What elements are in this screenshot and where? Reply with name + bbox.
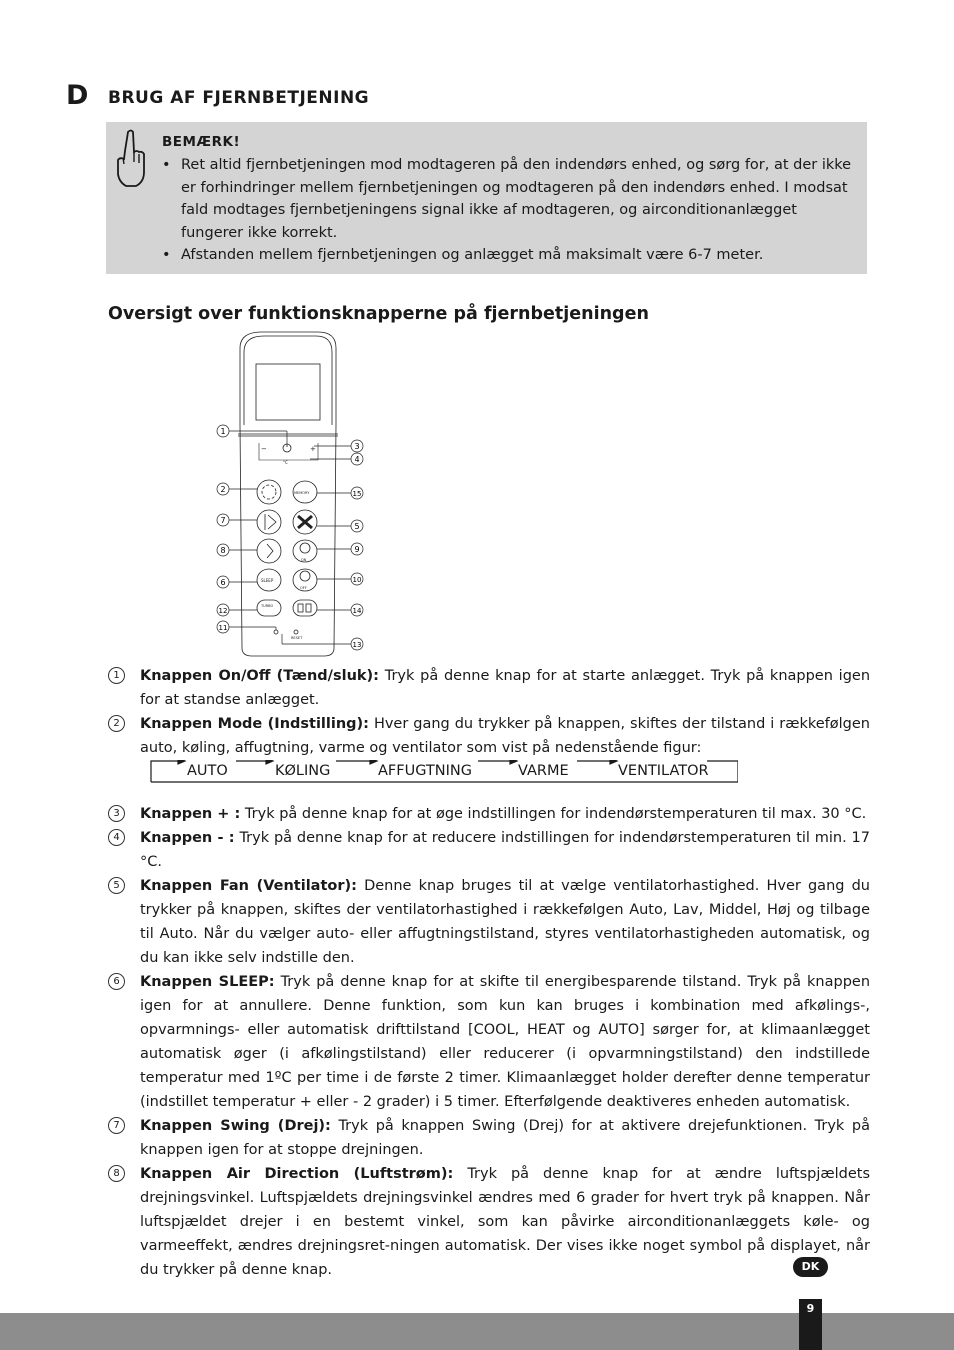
language-badge: DK — [793, 1257, 828, 1277]
air-direction-button[interactable] — [257, 539, 281, 563]
svg-text:12: 12 — [218, 607, 228, 615]
clock-button[interactable] — [274, 630, 278, 634]
callout-7 — [217, 514, 229, 526]
note-title: BEMÆRK! — [162, 134, 241, 150]
callout-14 — [351, 604, 363, 616]
item-number: 5 — [108, 877, 125, 894]
svg-text:1: 1 — [220, 427, 226, 436]
svg-text:10: 10 — [352, 576, 362, 584]
item-label: Knappen - : — [140, 830, 235, 846]
svg-text:3: 3 — [354, 442, 360, 451]
note-bullet: • Ret altid fjernbetjeningen mod modtageren på den indendørs enhed, og sørg for, at der ikke er forhindringer mellem fjernbetjeningen og modtageren på den indendørs enhed. I modsat fald modtages fjernbetjeningens signal ikke af modtageren, og airconditionanlægget fungerer ikke korrekt. — [162, 154, 858, 244]
instruction-item — [108, 874, 870, 970]
item-text: Tryk på denne knap for at øge indstillingen for indendørstemperaturen til max. 30 °C. — [244, 806, 867, 822]
item-label: Knappen Swing (Drej): — [140, 1118, 331, 1134]
callout-12 — [217, 604, 229, 616]
remote-control-diagram — [210, 330, 380, 660]
callout-4 — [351, 453, 363, 465]
item-number: 7 — [108, 1117, 125, 1134]
item-label: Knappen Mode (Indstilling): — [140, 716, 369, 732]
item-number: 2 — [108, 715, 125, 732]
callout-13 — [351, 638, 363, 650]
item-number: 4 — [108, 829, 125, 846]
callout-8 — [217, 544, 229, 556]
instruction-item — [108, 1162, 870, 1282]
pointing-hand-icon — [114, 128, 146, 188]
svg-text:11: 11 — [218, 624, 228, 632]
instruction-item — [108, 970, 870, 1114]
svg-text:2: 2 — [220, 485, 226, 494]
reset-label: RESET — [291, 636, 303, 640]
mode-flow-diagram — [148, 760, 738, 790]
callout-11 — [217, 621, 229, 633]
svg-text:7: 7 — [220, 516, 226, 525]
item-number: 1 — [108, 667, 125, 684]
item-text: Denne knap bruges til at vælge ventilatorhastighed. Hver gang du trykker på knappen, skiftes der ventilatorhastighed i rækkefølgen Auto, Lav, Middel, Høj og tilbage til Auto. Når du vælger auto- eller affugtningstilstand, styres ventilatorhastigheden automatisk, og du kan ikke selv indstille den. — [140, 878, 870, 966]
turbo-label: TURBO — [261, 604, 274, 608]
svg-text:6: 6 — [220, 578, 226, 587]
instruction-item — [108, 712, 870, 760]
display-toggle-button[interactable] — [293, 600, 317, 616]
svg-text:14: 14 — [352, 607, 362, 615]
flow-step: VARME — [518, 763, 569, 779]
note-bullet: • Afstanden mellem fjernbetjeningen og anlægget må maksimalt være 6-7 meter. — [162, 244, 858, 267]
callout-1 — [217, 425, 229, 437]
memory-label: MEMORY — [294, 491, 310, 495]
item-number: 8 — [108, 1165, 125, 1182]
remote-display — [256, 364, 320, 420]
item-number: 3 — [108, 805, 125, 822]
callout-3 — [351, 440, 363, 452]
remote-body — [240, 332, 336, 656]
item-text: Hver gang du trykker på knappen, skiftes der tilstand i rækkefølgen auto, køling, affugtning, varme og ventilator som vist på nedenstående figur: — [140, 716, 870, 756]
item-label: Knappen Fan (Ventilator): — [140, 878, 357, 894]
plus-label: + — [310, 445, 316, 453]
item-text: Tryk på denne knap for at reducere indstillingen for indendørstemperaturen til min. 17 °C. — [140, 830, 870, 870]
off-label: OFF — [300, 586, 307, 590]
section-title: BRUG AF FJERNBETJENING — [108, 88, 370, 108]
callout-10 — [351, 573, 363, 585]
callout-15 — [351, 487, 363, 499]
sleep-label: SLEEP — [261, 578, 274, 583]
item-label: Knappen SLEEP: — [140, 974, 275, 990]
note-box — [106, 122, 867, 274]
instruction-item — [108, 1114, 870, 1162]
instruction-item — [108, 826, 870, 874]
reset-button[interactable] — [294, 630, 298, 634]
note-list — [162, 154, 858, 267]
item-label: Knappen On/Off (Tænd/sluk): — [140, 668, 379, 684]
callout-9 — [351, 543, 363, 555]
celsius-label: °C — [283, 460, 288, 465]
callout-6 — [217, 576, 229, 588]
minus-label: − — [261, 445, 267, 453]
item-text: Tryk på denne knap for at ændre luftspjældets drejningsvinkel. Luftspjældets drejningsvinkel ændres med 6 grader for hvert tryk på knappen. Når luftspjældet drejer i en bestemt vinkel, som kan påvirke airconditionanlæggets køle- og varmeeffekt, ændres drejningsret-ningen automatisk. Der vises ikke noget symbol på displayet, når du trykker på denne knap. — [140, 1166, 870, 1278]
mode-button[interactable] — [257, 480, 281, 504]
svg-text:15: 15 — [352, 490, 362, 498]
instruction-item — [108, 802, 870, 826]
overview-heading: Oversigt over funktionsknapperne på fjernbetjeningen — [108, 304, 649, 324]
page-number: 9 — [799, 1299, 822, 1350]
item-text: Tryk på denne knap for at skifte til energibesparende tilstand. Tryk på knappen igen for at annullere. Denne funktion, som kun kan bruges i kombination med afkølings-, opvarmnings- eller automatisk drifttilstand [COOL, HEAT og AUTO] sørger for, at klimaanlægget automatisk øger (i afkølingstilstand) eller reducerer (i opvarmningstilstand) den indstillede temperatur med 1ºC per time i de første 2 timer. Klimaanlægget holder derefter denne temperatur (indstillet temperatur + eller - 2 grader) i 5 timer. Efterfølgende deaktiveres enheden automatisk. — [140, 974, 871, 1110]
svg-text:13: 13 — [352, 641, 362, 649]
item-number: 6 — [108, 973, 125, 990]
swing-button[interactable] — [257, 510, 281, 534]
flow-step: KØLING — [275, 763, 331, 779]
svg-text:5: 5 — [354, 522, 360, 531]
callout-2 — [217, 483, 229, 495]
flow-step: VENTILATOR — [618, 763, 709, 779]
svg-text:9: 9 — [354, 545, 360, 554]
svg-text:8: 8 — [220, 546, 226, 555]
item-label: Knappen + : — [140, 806, 241, 822]
on-label: ON — [301, 558, 307, 562]
item-text: Tryk på denne knap for at starte anlægget. Tryk på knappen igen for at standse anlægget. — [140, 668, 871, 708]
item-text: Tryk på knappen Swing (Drej) for at aktivere drejefunktionen. Tryk på knappen igen for at stoppe drejningen. — [140, 1118, 870, 1158]
callout-5 — [351, 520, 363, 532]
instructions — [108, 664, 870, 1282]
flow-step: AFFUGTNING — [378, 763, 472, 779]
svg-text:4: 4 — [354, 455, 360, 464]
section-letter: D — [66, 80, 89, 111]
flow-step: AUTO — [187, 763, 228, 779]
item-label: Knappen Air Direction (Luftstrøm): — [140, 1166, 454, 1182]
instruction-item — [108, 664, 870, 712]
turbo-button[interactable] — [257, 600, 281, 616]
